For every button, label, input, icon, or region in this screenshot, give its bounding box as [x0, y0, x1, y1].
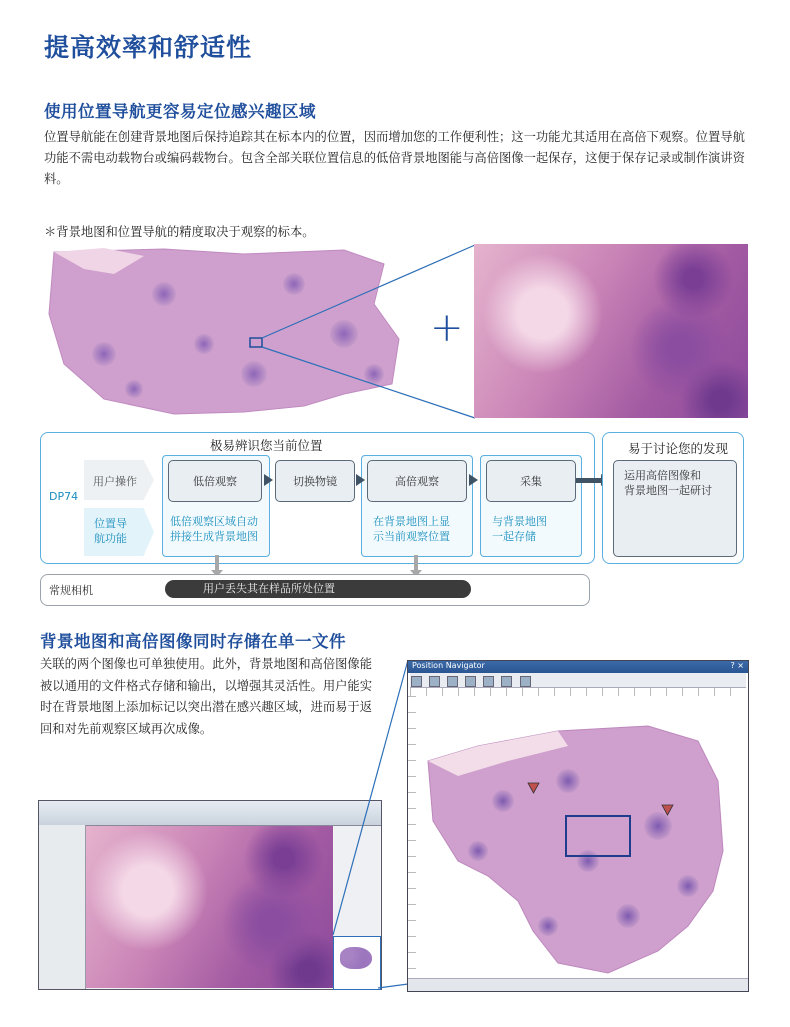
navigator-map [418, 701, 744, 981]
tool-marker-icon[interactable] [501, 676, 512, 687]
func-stitch-map: 低倍观察区域自动 拼接生成背景地图 [170, 515, 258, 543]
navigator-titlebar [408, 661, 748, 673]
func-show-position: 在背景地图上显 示当前观察位置 [373, 515, 450, 543]
tool-move-icon[interactable] [429, 676, 440, 687]
main-flow-title: 极易辨识您当前位置 [210, 438, 323, 453]
navigator-ruler-left [408, 696, 416, 976]
tool-open-icon[interactable] [465, 676, 476, 687]
discussion-title: 易于讨论您的发现 [628, 441, 729, 456]
navigator-ruler-top [410, 688, 746, 696]
section1-paragraph: 位置导航能在创建背景地图后保持追踪其在标本内的位置，因而增加您的工作便利性；这一功能尤其适用在高倍下观察。位置导航功能不需电动载物台或编码载物台。包含全部关联位置信息的低倍背景地图能与高倍图像一起保存，这便于保存记录或制作演讲资料。 [44, 130, 745, 186]
tool-save-icon[interactable] [483, 676, 494, 687]
section2-paragraph: 关联的两个图像也可单独使用。此外，背景地图和高倍图像能被以通用的文件格式存储和输出，以增强其灵活性。用户能实时在背景地图上添加标记以突出潜在感兴趣区域，进而易于返回和对先前观察区域再次成像。 [40, 657, 373, 736]
plus-sign: + [430, 305, 464, 351]
navigator-window-buttons[interactable]: ? × [730, 661, 744, 670]
step-high-mag: 高倍观察 [367, 460, 467, 502]
tool-select-icon[interactable] [411, 676, 422, 687]
func-store-with-map: 与背景地图 一起存储 [492, 515, 547, 543]
user-operation-label: 用户操作 [93, 475, 137, 488]
section1-heading: 使用位置导航更容易定位感兴趣区域 [44, 102, 316, 121]
navigator-toolbar [410, 673, 746, 688]
step-switch-objective: 切换物镜 [275, 460, 355, 502]
step-capture: 采集 [486, 460, 576, 502]
tool-settings-icon[interactable] [520, 676, 531, 687]
tool-zoom-icon[interactable] [447, 676, 458, 687]
page-title: 提高效率和舒适性 [44, 33, 253, 62]
section2-heading: 背景地图和高倍图像同时存储在单一文件 [40, 632, 346, 651]
normal-camera-label: 常规相机 [49, 584, 93, 597]
accuracy-note: ＊背景地图和位置导航的精度取决于观察的标本。 [44, 225, 315, 239]
navigator-title: Position Navigator [412, 661, 485, 670]
discussion-step-text: 运用高倍图像和 背景地图一起研讨 [624, 469, 712, 497]
step-low-mag: 低倍观察 [168, 460, 262, 502]
lost-position-bar: 用户丢失其在样品所处位置 [165, 580, 471, 598]
device-label: DP74 [49, 490, 79, 503]
navigator-statusbar [408, 978, 748, 991]
nav-function-label: 位置导 航功能 [94, 517, 127, 545]
position-navigator-window [407, 660, 749, 992]
